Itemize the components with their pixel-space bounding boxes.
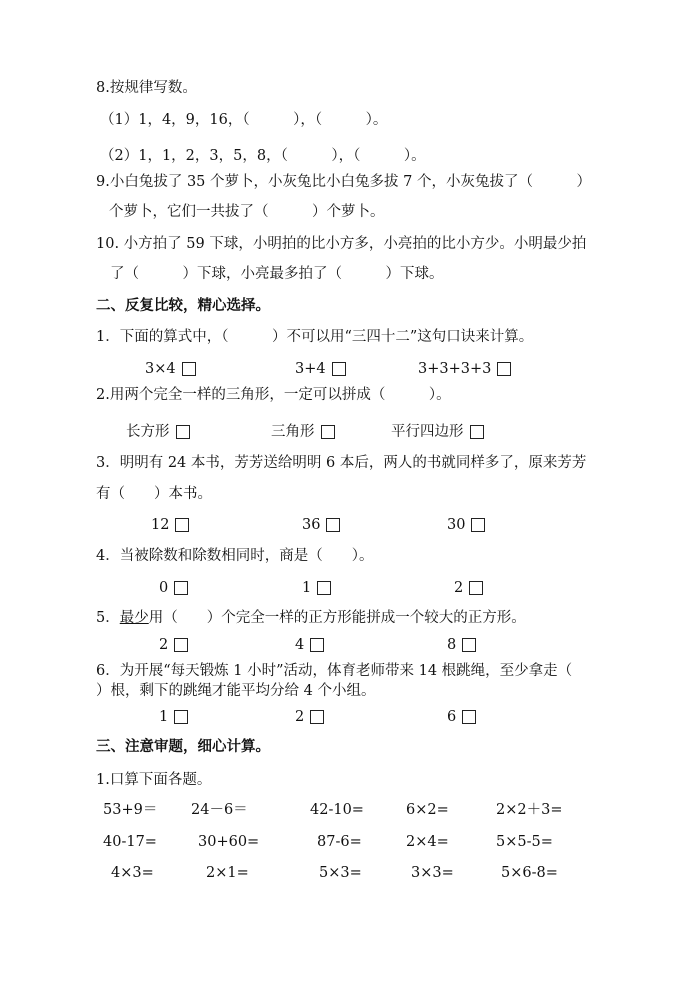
p2-q6-option-a[interactable] bbox=[159, 707, 188, 727]
option-label: 平行四边形 bbox=[391, 424, 464, 440]
option-label: 2 bbox=[454, 580, 464, 596]
part2-heading: 二、反复比较，精心选择。 bbox=[96, 297, 270, 314]
p2-q4-option-b[interactable] bbox=[302, 578, 331, 598]
calc-r3-c3: 5×3= bbox=[319, 865, 362, 881]
calc-r2-c1: 40-17= bbox=[103, 834, 157, 850]
p2-q1-option-b[interactable] bbox=[295, 359, 346, 379]
checkbox[interactable] bbox=[332, 362, 346, 376]
checkbox[interactable] bbox=[174, 581, 188, 595]
option-label: 3+3+3+3 bbox=[418, 361, 492, 377]
checkbox[interactable] bbox=[310, 638, 324, 652]
checkbox[interactable] bbox=[176, 425, 190, 439]
calc-r1-c1: 53+9＝ bbox=[103, 802, 158, 818]
calc-r3-c4: 3×3= bbox=[411, 865, 454, 881]
p2-q4-text: 4．当被除数和除数相同时，商是（ ）。 bbox=[96, 548, 374, 564]
calc-r1-c5: 2×2＋3= bbox=[496, 802, 563, 818]
option-label: 0 bbox=[159, 580, 169, 596]
option-label: 1 bbox=[159, 709, 169, 725]
p2-q2-text: 2.用两个完全一样的三角形，一定可以拼成（ ）。 bbox=[96, 387, 451, 403]
checkbox[interactable] bbox=[182, 362, 196, 376]
option-label: 3×4 bbox=[145, 361, 176, 377]
checkbox[interactable] bbox=[175, 518, 189, 532]
calc-r2-c5: 5×5-5= bbox=[496, 834, 553, 850]
p2-q2-option-a[interactable] bbox=[126, 422, 190, 442]
q10-line1: 10. 小方拍了 59 下球，小明拍的比小方多，小亮拍的比小方少。小明最少拍 bbox=[96, 236, 587, 252]
option-label: 长方形 bbox=[126, 424, 170, 440]
calc-r2-c4: 2×4= bbox=[406, 834, 449, 850]
p2-q1-text: 1．下面的算式中，（ ）不可以用“三四十二”这句口诀来计算。 bbox=[96, 329, 534, 345]
option-label: 30 bbox=[447, 517, 466, 533]
option-label: 4 bbox=[295, 637, 305, 653]
q9-line1: 9.小白兔拔了 35 个萝卜，小灰兔比小白兔多拔 7 个，小灰兔拔了（ ） bbox=[96, 174, 591, 190]
p2-q4-option-c[interactable] bbox=[454, 578, 483, 598]
p2-q3-option-c[interactable] bbox=[447, 515, 485, 535]
q5-underlined: 最少 bbox=[119, 610, 149, 626]
p2-q6-option-b[interactable] bbox=[295, 707, 324, 727]
p2-q6-line1: 6．为开展“每天锻炼 1 小时”活动，体育老师带来 14 根跳绳，至少拿走（ bbox=[96, 663, 573, 679]
option-label: 6 bbox=[447, 709, 457, 725]
option-label: 3+4 bbox=[295, 361, 326, 377]
q8-sub2: （2）1，1，2，3，5，8，（ ），（ ）。 bbox=[100, 148, 426, 164]
checkbox[interactable] bbox=[470, 425, 484, 439]
q8-title: 8.按规律写数。 bbox=[96, 80, 197, 96]
calc-r3-c5: 5×6-8= bbox=[501, 865, 558, 881]
p2-q3-line2: 有（ ）本书。 bbox=[96, 486, 212, 502]
p2-q3-option-b[interactable] bbox=[302, 515, 340, 535]
option-label: 12 bbox=[151, 517, 170, 533]
option-label: 8 bbox=[447, 637, 457, 653]
p2-q5-option-a[interactable] bbox=[159, 635, 188, 655]
calc-r2-c2: 30+60= bbox=[198, 834, 260, 850]
p2-q5-option-b[interactable] bbox=[295, 635, 324, 655]
checkbox[interactable] bbox=[317, 581, 331, 595]
checkbox[interactable] bbox=[321, 425, 335, 439]
p2-q1-option-a[interactable] bbox=[145, 359, 196, 379]
checkbox[interactable] bbox=[462, 638, 476, 652]
checkbox[interactable] bbox=[174, 638, 188, 652]
q8-sub1: （1）1，4，9，16，（ ），（ ）。 bbox=[100, 112, 388, 128]
option-label: 36 bbox=[302, 517, 321, 533]
checkbox[interactable] bbox=[174, 710, 188, 724]
calc-r3-c1: 4×3= bbox=[111, 865, 154, 881]
p2-q6-line2: ）根，剩下的跳绳才能平均分给 4 个小组。 bbox=[96, 683, 376, 699]
p3-q1-title: 1.口算下面各题。 bbox=[96, 772, 212, 788]
option-label: 2 bbox=[295, 709, 305, 725]
calc-r2-c3: 87-6= bbox=[317, 834, 362, 850]
checkbox[interactable] bbox=[326, 518, 340, 532]
checkbox[interactable] bbox=[497, 362, 511, 376]
checkbox[interactable] bbox=[471, 518, 485, 532]
p2-q4-option-a[interactable] bbox=[159, 578, 188, 598]
part3-heading: 三、注意审题，细心计算。 bbox=[96, 738, 270, 755]
option-label: 1 bbox=[302, 580, 312, 596]
checkbox[interactable] bbox=[469, 581, 483, 595]
p2-q3-option-a[interactable] bbox=[151, 515, 189, 535]
q5-rest: 用（ ）个完全一样的正方形能拼成一个较大的正方形。 bbox=[148, 610, 526, 626]
q5-prefix: 5． bbox=[96, 610, 120, 626]
p2-q6-option-c[interactable] bbox=[447, 707, 476, 727]
p2-q3-line1: 3．明明有 24 本书，芳芳送给明明 6 本后，两人的书就同样多了，原来芳芳 bbox=[96, 455, 587, 471]
checkbox[interactable] bbox=[462, 710, 476, 724]
option-label: 2 bbox=[159, 637, 169, 653]
p2-q5-option-c[interactable] bbox=[447, 635, 476, 655]
calc-r1-c2: 24－6＝ bbox=[191, 802, 248, 818]
checkbox[interactable] bbox=[310, 710, 324, 724]
q9-line2: 个萝卜，它们一共拔了（ ）个萝卜。 bbox=[109, 204, 385, 220]
calc-r1-c4: 6×2= bbox=[406, 802, 449, 818]
q10-line2: 了（ ）下球，小亮最多拍了（ ）下球。 bbox=[110, 266, 444, 282]
p2-q2-option-c[interactable] bbox=[391, 422, 484, 442]
calc-r1-c3: 42-10= bbox=[310, 802, 364, 818]
p2-q1-option-c[interactable] bbox=[418, 359, 511, 379]
calc-r3-c2: 2×1= bbox=[206, 865, 249, 881]
p2-q2-option-b[interactable] bbox=[271, 422, 335, 442]
option-label: 三角形 bbox=[271, 424, 315, 440]
p2-q5-text bbox=[96, 608, 526, 628]
